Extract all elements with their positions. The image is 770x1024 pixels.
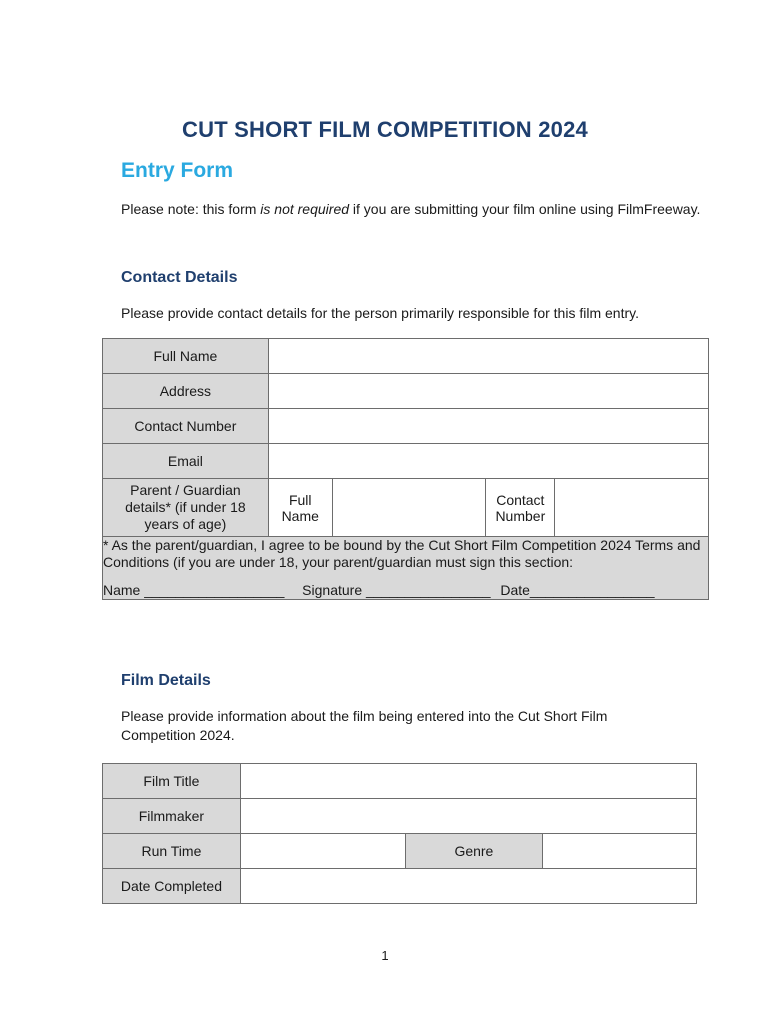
guardian-agreement	[103, 537, 709, 600]
full-name-field[interactable]	[268, 339, 708, 374]
contact-details-heading: Contact Details	[121, 269, 238, 286]
date-completed-field[interactable]	[240, 869, 696, 904]
page-number: 1	[381, 948, 389, 963]
parent-full-name-field[interactable]	[332, 479, 486, 537]
table-row	[103, 537, 709, 600]
table-row	[103, 409, 709, 444]
parent-contact-number-field[interactable]	[555, 479, 709, 537]
table-row	[103, 374, 709, 409]
email-label: Email	[103, 444, 269, 479]
filmmaker-field[interactable]	[240, 799, 696, 834]
table-row	[103, 834, 697, 869]
document-title: CUT SHORT FILM COMPETITION 2024	[182, 117, 588, 142]
table-row	[103, 339, 709, 374]
address-label: Address	[103, 374, 269, 409]
form-subtitle: Entry Form	[121, 159, 234, 182]
signature-line	[103, 582, 708, 599]
run-time-field[interactable]	[240, 834, 405, 869]
form-note	[121, 200, 701, 219]
table-row	[103, 764, 697, 799]
film-title-field[interactable]	[240, 764, 696, 799]
parent-contact-number-label: Contact Number	[486, 479, 555, 537]
note-prefix: Please note: this form	[121, 201, 261, 217]
email-field[interactable]	[268, 444, 708, 479]
parent-guardian-label: Parent / Guardian details* (if under 18 years of age)	[103, 479, 269, 537]
contact-number-label: Contact Number	[103, 409, 269, 444]
note-suffix: if you are submitting your film online using FilmFreeway.	[349, 201, 701, 217]
sign-date-field[interactable]: Date________________	[500, 582, 655, 598]
contact-details-intro: Please provide contact details for the person primarily responsible for this film entry.	[121, 305, 639, 321]
genre-label: Genre	[405, 834, 543, 869]
genre-field[interactable]	[543, 834, 697, 869]
run-time-label: Run Time	[103, 834, 241, 869]
film-details-heading: Film Details	[121, 672, 211, 689]
contact-number-field[interactable]	[268, 409, 708, 444]
address-field[interactable]	[268, 374, 708, 409]
table-row	[103, 869, 697, 904]
table-row	[103, 799, 697, 834]
table-row	[103, 479, 709, 537]
film-details-table	[102, 763, 697, 904]
contact-details-table	[102, 338, 709, 600]
full-name-label: Full Name	[103, 339, 269, 374]
filmmaker-label: Filmmaker	[103, 799, 241, 834]
parent-full-name-label: Full Name	[268, 479, 332, 537]
film-details-intro: Please provide information about the film being entered into the Cut Short Film Competition 2024.	[121, 708, 608, 743]
date-completed-label: Date Completed	[103, 869, 241, 904]
note-emphasis: is not required	[260, 201, 350, 217]
guardian-agreement-text: * As the parent/guardian, I agree to be bound by the Cut Short Film Competition 2024 Terms and Conditions (if you are under 18, your parent/guardian must sign this section:	[103, 537, 701, 570]
sign-name-field[interactable]: Name __________________	[103, 582, 285, 598]
film-title-label: Film Title	[103, 764, 241, 799]
sign-signature-field[interactable]: Signature ________________	[302, 582, 491, 598]
table-row	[103, 444, 709, 479]
